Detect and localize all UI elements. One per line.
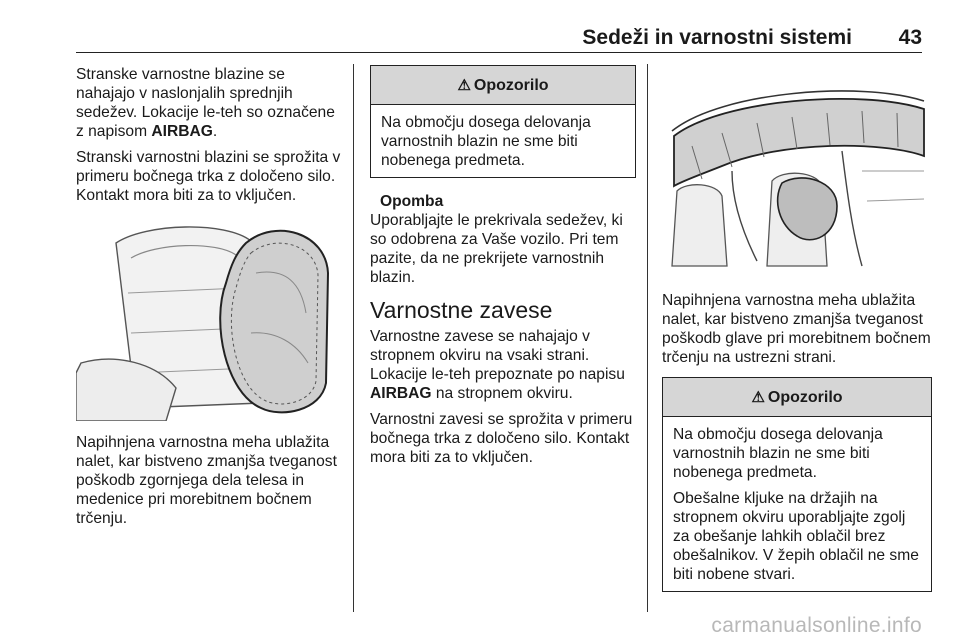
curtain-airbag-location-paragraph: Varnostne zavese se nahajajo v stropnem okviru na vsaki strani. Lokacije le-teh prepoznate po napisu AIRBAG na stropnem okviru. bbox=[370, 328, 625, 402]
column-divider-right bbox=[647, 64, 648, 612]
side-airbag-location-paragraph: Stranske varnostne blazine se nahajajo v naslonjalih sprednjih sedežev. Lokacije le-teh so označene z napisom AIRBAG. bbox=[76, 66, 335, 140]
side-airbag-caption: Napihnjena varnostna meha ublažita nalet, kar bistveno zmanjša tveganost poškodb zgornjega dela telesa in medenice pri morebitnem bočnem trčenju. bbox=[76, 434, 337, 527]
airbag-label: AIRBAG bbox=[370, 385, 432, 402]
airbag-label: AIRBAG bbox=[151, 123, 213, 140]
page-number: 43 bbox=[898, 26, 922, 49]
warning-header bbox=[371, 66, 635, 105]
warning-title: Opozorilo bbox=[767, 388, 843, 406]
warning-body bbox=[371, 105, 635, 177]
warning-triangle-icon: ⚠ bbox=[751, 388, 765, 406]
watermark: carmanualsonline.info bbox=[711, 614, 922, 637]
side-airbag-illustration bbox=[76, 213, 344, 421]
warning-box bbox=[370, 65, 636, 178]
note-title: Opomba bbox=[380, 193, 444, 210]
curtain-airbag-illustration bbox=[662, 71, 930, 271]
warning-title: Opozorilo bbox=[473, 76, 549, 94]
warning-body bbox=[663, 417, 931, 591]
curtain-airbag-deploy-paragraph: Varnostni zavesi se sprožita v primeru bočnega trka z določeno silo. Kontakt mora biti za to vključen. bbox=[370, 411, 633, 466]
page-title: Sedeži in varnostni sistemi bbox=[582, 26, 852, 49]
right-column bbox=[662, 65, 932, 606]
left-column bbox=[76, 65, 344, 535]
note-text: Uporabljajte le prekrivala sedežev, ki so odobrena za Vaše vozilo. Pri tem pazite, da ne prekrijete varnostnih blazin. bbox=[370, 212, 623, 286]
warning-text: Na območju dosega delovanja varnostnih blazin ne sme biti nobenega predmeta. bbox=[673, 426, 883, 481]
warning-box bbox=[662, 377, 932, 592]
warning-text: Obešalne kljuke na držajih na stropnem okviru uporabljajte zgolj za obešanje lahkih oblačil brez obešalnikov. V žepih oblačil ne sme biti nobene stvari. bbox=[673, 490, 919, 583]
warning-triangle-icon: ⚠ bbox=[457, 76, 471, 94]
warning-header bbox=[663, 378, 931, 417]
side-airbag-deploy-paragraph: Stranski varnostni blazini se sprožita v primeru bočnega trka z določeno silo. Kontakt mora biti za to vključen. bbox=[76, 149, 341, 204]
curtain-airbag-caption: Napihnjena varnostna meha ublažita nalet, kar bistveno zmanjša tveganost poškodb glave pri morebitnem bočnem trčenju na ustrezni strani. bbox=[662, 292, 931, 366]
middle-column bbox=[370, 65, 636, 474]
page-header bbox=[76, 22, 922, 53]
column-divider-left bbox=[353, 64, 354, 612]
section-heading: Varnostne zavese bbox=[370, 297, 553, 323]
warning-text: Na območju dosega delovanja varnostnih blazin ne sme biti nobenega predmeta. bbox=[381, 114, 591, 169]
